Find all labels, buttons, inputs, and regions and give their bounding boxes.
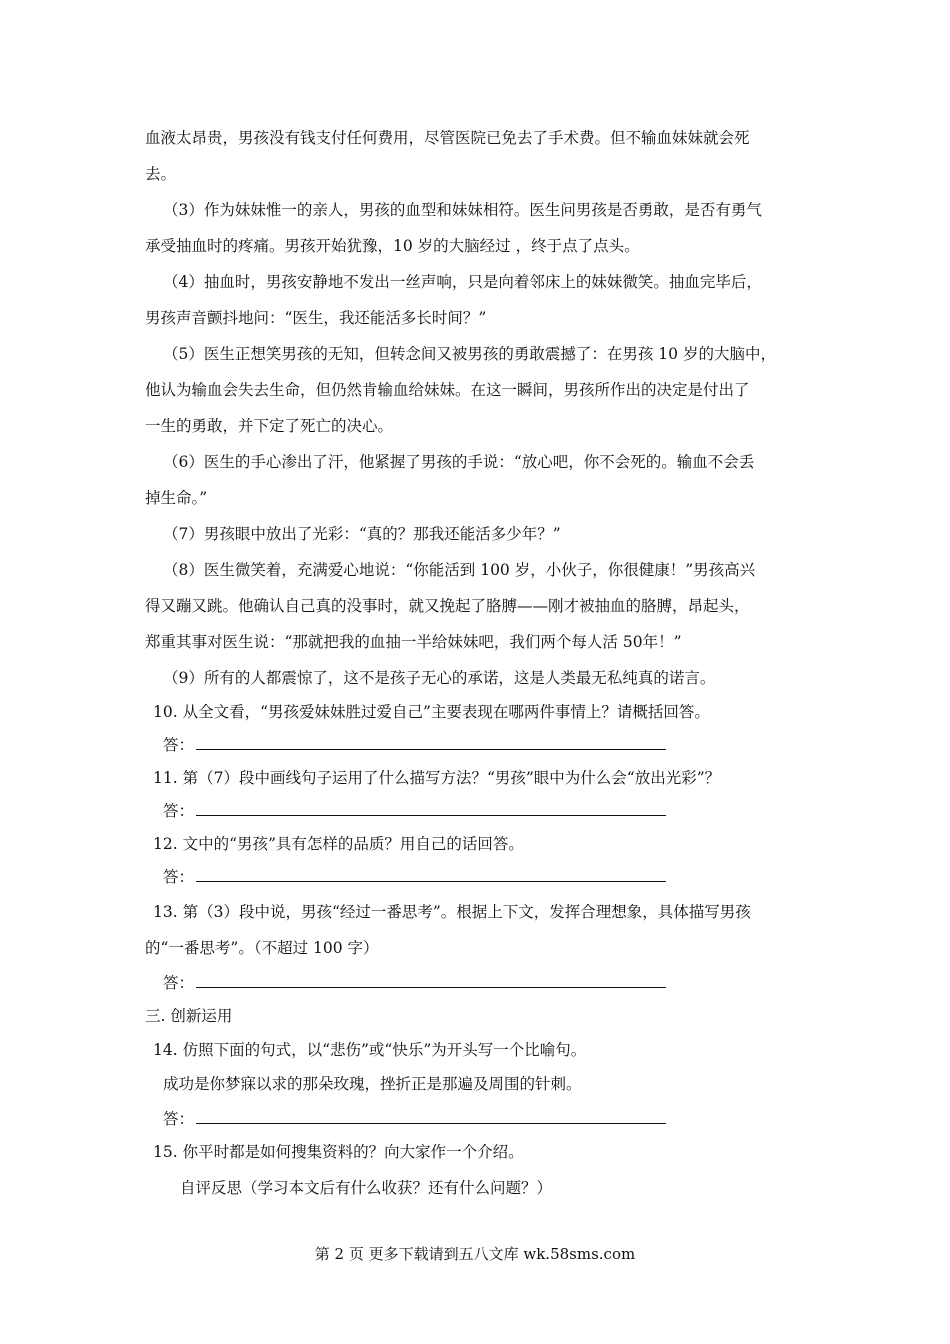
answer-blank[interactable] <box>196 866 666 882</box>
paragraph-5: （5）医生正想笑男孩的无知，但转念间又被男孩的勇敢震撼了：在男孩 10 岁的大脑中， <box>163 345 776 363</box>
passage-line: 血液太昂贵，男孩没有钱支付任何费用，尽管医院已免去了手术费。但不输血妹妹就会死 <box>145 129 750 147</box>
answer-line-10[interactable] <box>163 734 950 755</box>
answer-label: 答： <box>163 1110 195 1128</box>
answer-blank[interactable] <box>196 972 666 988</box>
page-footer: 第 2 页 更多下载请到五八文库 wk.58sms.com <box>314 1245 636 1263</box>
answer-blank[interactable] <box>196 1108 666 1124</box>
question-14: 14. 仿照下面的句式，以“悲伤”或“快乐”为开头写一个比喻句。 <box>153 1041 587 1059</box>
paragraph-6: （6）医生的手心渗出了汗，他紧握了男孩的手说：“放心吧，你不会死的。输血不会丢 <box>163 453 755 471</box>
answer-line-14[interactable] <box>163 1108 950 1129</box>
passage-line: 男孩声音颤抖地问：“医生，我还能活多长时间？” <box>145 309 487 327</box>
passage-line: 得又蹦又跳。他确认自己真的没事时，就又挽起了胳膊——刚才被抽血的胳膊，昂起头， <box>145 597 750 615</box>
question-10: 10. 从全文看，“男孩爱妹妹胜过爱自己”主要表现在哪两件事情上？请概括回答。 <box>153 703 710 721</box>
paragraph-4: （4）抽血时，男孩安静地不发出一丝声响，只是向着邻床上的妹妹微笑。抽血完毕后， <box>163 273 762 291</box>
answer-label: 答： <box>163 868 195 886</box>
answer-line-13[interactable] <box>163 972 950 993</box>
answer-line-12[interactable] <box>163 866 950 887</box>
paragraph-7: （7）男孩眼中放出了光彩：“真的？那我还能活多少年？” <box>163 525 561 543</box>
passage-line: 去。 <box>145 165 177 183</box>
passage-line: 一生的勇敢，并下定了死亡的决心。 <box>145 417 394 435</box>
paragraph-9: （9）所有的人都震惊了，这不是孩子无心的承诺，这是人类最无私纯真的诺言。 <box>163 669 716 687</box>
self-reflection: 自评反思（学习本文后有什么收获？还有什么问题？） <box>180 1179 553 1197</box>
passage-line: 掉生命。” <box>145 489 208 507</box>
question-11: 11. 第（7）段中画线句子运用了什么描写方法？“男孩”眼中为什么会“放出光彩”？ <box>153 769 721 787</box>
question-15: 15. 你平时都是如何搜集资料的？向大家作一个介绍。 <box>153 1143 524 1161</box>
section-heading: 三. 创新运用 <box>145 1007 233 1025</box>
question-13-cont: 的“一番思考”。（不超过 100 字） <box>145 939 379 957</box>
answer-line-11[interactable] <box>163 800 950 821</box>
example-sentence: 成功是你梦寐以求的那朵玫瑰，挫折正是那遍及周围的针刺。 <box>163 1075 582 1093</box>
passage-line: 他认为输血会失去生命，但仍然肯输血给妹妹。在这一瞬间，男孩所作出的决定是付出了 <box>145 381 750 399</box>
answer-blank[interactable] <box>196 800 666 816</box>
paragraph-8: （8）医生微笑着，充满爱心地说：“你能活到 100 岁，小伙子，你很健康！”男孩高兴 <box>163 561 756 579</box>
answer-blank[interactable] <box>196 734 666 750</box>
paragraph-3: （3）作为妹妹惟一的亲人，男孩的血型和妹妹相符。医生问男孩是否勇敢，是否有勇气 <box>163 201 762 219</box>
answer-label: 答： <box>163 974 195 992</box>
passage-line: 郑重其事对医生说：“那就把我的血抽一半给妹妹吧，我们两个每人活 50年！” <box>145 633 682 651</box>
passage-line: 承受抽血时的疼痛。男孩开始犹豫，10 岁的大脑经过 ，终于点了点头。 <box>145 237 640 255</box>
answer-label: 答： <box>163 802 195 820</box>
answer-label: 答： <box>163 736 195 754</box>
question-13: 13. 第（3）段中说，男孩“经过一番思考”。根据上下文，发挥合理想象，具体描写男孩 <box>153 903 751 921</box>
question-12: 12. 文中的“男孩”具有怎样的品质？用自己的话回答。 <box>153 835 524 853</box>
